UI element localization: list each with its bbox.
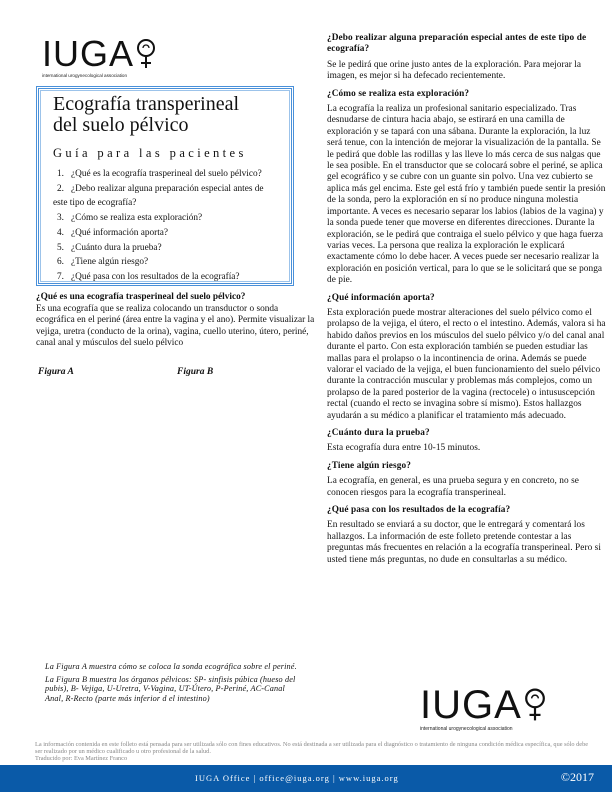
logo-subtitle: international urogynecological association	[42, 73, 128, 78]
title-line-2: del suelo pélvico	[53, 114, 189, 136]
footer-bar	[0, 765, 612, 792]
caption-figure-a: La Figura A muestra cómo se coloca la sonda ecográfica sobre el periné.	[45, 662, 297, 671]
toc-item	[53, 211, 285, 226]
iuga-logo-top	[42, 33, 156, 78]
footer-copyright: ©2017	[560, 770, 594, 784]
toc-item-text: ¿Debo realizar alguna preparación especial antes de	[71, 183, 264, 194]
iuga-logo-bottom	[420, 685, 546, 732]
intro-heading: ¿Qué es una ecografía trasperineal del suelo pélvico?	[36, 292, 246, 302]
section-body: Esta exploración puede mostrar alteraciones del suelo pélvico como el prolapso de la vejiga, el útero, el recto o el intestino. Además, valora si ha habido daños previos en los músculos del suelo pélvico y/o del canal anal durante el parto. Con esta exploración también se pueden estudiar las mallas para el prolapso o la incontinencia de orina. Además se puede valorar el vaciado de la vejiga, el buen funcionamiento del suelo pélvico durante la contracción muscular y problemas más complejos, como un prolapso de la pared posterior de la vagina (rectocele) o intususcepción rectal (cuando el recto se invagina sobre sí mismo). Estos hallazgos ayudarán a su médico a planificar el tratamiento más adecuado.	[327, 307, 606, 421]
toc-item	[53, 182, 285, 197]
logo-text: IUGA	[42, 33, 135, 74]
footer-contact: IUGA Office | office@iuga.org | www.iuga.org	[195, 773, 399, 783]
figure-a-label: Figura A	[38, 367, 74, 377]
title-line-1: Ecografía transperineal	[53, 93, 240, 115]
caption-figure-b: La Figura B muestra los órganos pélvicos: SP- sinfisis púbica (hueso del pubis), B- Vejiga, U-Uretra, V-Vagina, UT-Útero, P-Periné, AC-Canal Anal, R-Recto (parte más inferior d el intestino)	[45, 675, 296, 703]
toc-item-number: 6.	[57, 257, 64, 268]
toc-item-text: ¿Qué es la ecografía trasperineal del suelo pélvico?	[71, 169, 262, 179]
section-heading: ¿Tiene algún riesgo?	[327, 460, 411, 471]
section-body: Esta ecografía dura entre 10-15 minutos.	[327, 443, 481, 454]
toc-list	[53, 167, 285, 285]
toc-item	[53, 226, 285, 241]
disclaimer	[35, 741, 595, 763]
toc-item	[53, 241, 285, 256]
toc-item	[53, 270, 285, 285]
figure-captions	[45, 662, 305, 707]
section-body: Se le pedirá que orine justo antes de la exploración. Para mejorar la imagen, es mejor si ha defecado recientemente.	[327, 59, 582, 82]
toc-item-text: este tipo de ecografía?	[53, 198, 137, 209]
toc-item-number: 2.	[57, 183, 64, 194]
document-title	[53, 94, 285, 136]
venus-symbol-icon	[136, 38, 156, 70]
toc-item-text: ¿Qué información aporta?	[71, 227, 169, 238]
intro-section	[36, 292, 316, 350]
toc-item-continuation	[53, 196, 285, 211]
toc-item-number: 1.	[57, 169, 64, 179]
table-of-contents-box	[36, 86, 294, 286]
logo-subtitle: international urogynecological association	[420, 726, 513, 732]
toc-item-number: 3.	[57, 213, 64, 224]
disclaimer-text: La información contenida en este folleto está pensada para ser utilizada sólo con fines educativos. No está destinada a ser utilizada para el diagnóstico o tratamiento de ninguna condición médica específica, que sólo debe ser realizado por un médico cualificado u otro profesional de la salud.	[35, 741, 589, 756]
section-body: En resultado se enviará a su doctor, que le entregará y comentará los hallazgos. La información de este folleto pretende contestar a las preguntas más frecuentes en relación a la ecografía transperineal. Pero si usted tiene más preguntas, no dude en consultarlas a su médico.	[327, 520, 601, 565]
venus-symbol-icon	[524, 687, 546, 723]
toc-item	[53, 167, 285, 182]
toc-item-text: ¿Cómo se realiza esta exploración?	[71, 213, 203, 224]
translator-credit: Traducido por: Eva Martínez Franco	[35, 755, 128, 763]
section-body: La ecografía la realiza un profesional sanitario especializado. Tras desnudarse de cintura hacia abajo, se estirará en una camilla de exploración y se tapará con una sábana. Durante la exploración, la luz será tenue, con la intención de mejorar la visualización de la pantalla. Se le pedirá que doble las rodillas y las lleve lo más cerca de sus nalgas que le sea posible. En el transductor que se colocará sobre el periné, se aplica gel ecográfico y se cubre con un guante sin polvo. Una vez cubierto se aplica más gel encima. Este gel está frío y también puede sentir la presión de la sonda, pero la exploración en sí no produce ninguna molestia importante. A veces es necesario separar los labios (labios de la vagina) y la sonda puede tener que moverse en diferentes direcciones. Durante la exploración, se le pedirá que contraiga el suelo pélvico y que haga fuerza varias veces. La persona que realiza la exploración le explicará exactamente cómo lo debe hacer. A veces puede ser necesario realizar la exploración en posición vertical, para lo que se le solicitará que se ponga de pie.	[327, 104, 606, 286]
figure-b-label: Figura B	[177, 367, 214, 377]
intro-body: Es una ecografía que se realiza colocando un transductor o sonda ecográfica en el periné (área entre la vagina y el ano). Permite visualizar la vejiga, uretra (conducto de la orina), vagina, cuello uterino, útero, periné, canal anal y músculos del suelo pélvico	[36, 303, 315, 348]
logo-text: IUGA	[420, 683, 522, 727]
section-heading: ¿Qué pasa con los resultados de la ecografía?	[327, 505, 511, 516]
section-heading: ¿Cómo se realiza esta exploración?	[327, 88, 470, 99]
toc-item-text: ¿Tiene algún riesgo?	[71, 257, 149, 268]
section-body: La ecografía, en general, es una prueba segura y en concreto, no se conocen riesgos para la ecografía transperineal.	[327, 476, 579, 498]
section-heading: ¿Debo realizar alguna preparación especial antes de este tipo de ecografía?	[327, 33, 587, 55]
toc-item-number: 7.	[57, 271, 64, 282]
section-heading: ¿Qué información aporta?	[327, 292, 435, 303]
toc-item	[53, 255, 285, 270]
right-column	[327, 33, 607, 572]
toc-item-number: 4.	[57, 227, 64, 238]
document-subtitle: Guía para las pacientes	[53, 146, 247, 160]
toc-item-number: 5.	[57, 242, 64, 253]
toc-item-text: ¿Qué pasa con los resultados de la ecografía?	[71, 271, 240, 282]
section-heading: ¿Cuánto dura la prueba?	[327, 428, 430, 438]
toc-item-text: ¿Cuánto dura la prueba?	[71, 242, 162, 253]
